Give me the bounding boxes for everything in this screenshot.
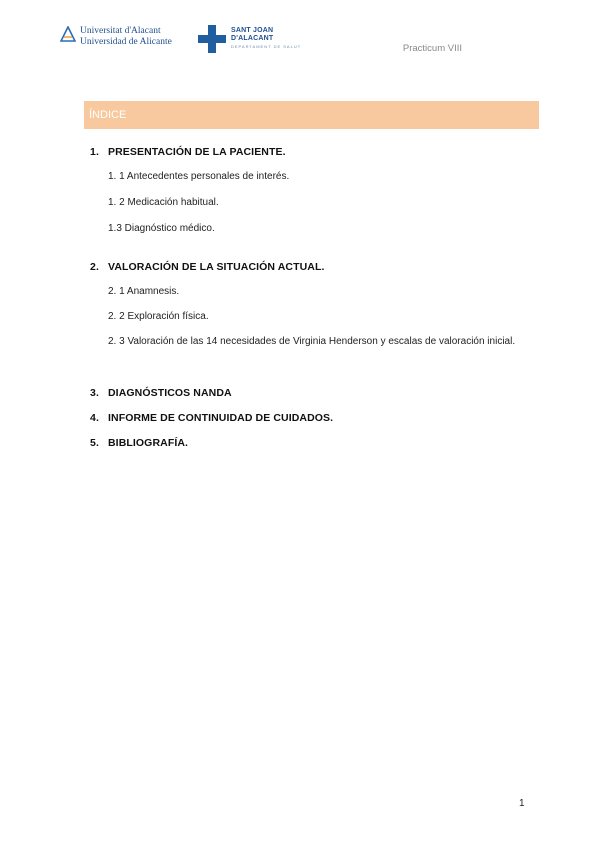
section-title: DIAGNÓSTICOS NANDA [108, 387, 232, 399]
sj-name-line2: D'ALACANT [231, 35, 274, 42]
section-title: BIBLIOGRAFÍA. [108, 437, 189, 449]
toc-item-1-2[interactable]: 1. 2 Medicación habitual. [108, 197, 219, 208]
index-heading-bar [84, 101, 539, 129]
section-2-heading[interactable] [90, 261, 325, 273]
section-title: PRESENTACIÓN DE LA PACIENTE. [108, 146, 286, 158]
sj-name-line1: SANT JOAN [231, 27, 274, 34]
medical-cross-icon [198, 25, 226, 53]
toc-item-2-1[interactable]: 2. 1 Anamnesis. [108, 286, 180, 297]
header-practicum-label: Practicum VIII [402, 43, 462, 54]
ua-emblem-icon [60, 26, 76, 42]
ua-name-spanish: Universidad de Alicante [80, 37, 172, 47]
toc-item-1-1[interactable]: 1. 1 Antecedentes personales de interés. [108, 171, 290, 182]
section-4-heading[interactable] [90, 412, 333, 424]
toc-item-1-3[interactable]: 1.3 Diagnóstico médico. [108, 223, 215, 234]
sant-joan-logo [198, 25, 301, 53]
section-number: 2. [90, 261, 99, 273]
section-number: 1. [90, 146, 99, 158]
section-number: 5. [90, 437, 99, 449]
section-number: 4. [90, 412, 99, 424]
section-1-heading[interactable] [90, 146, 286, 158]
section-title: VALORACIÓN DE LA SITUACIÓN ACTUAL. [108, 261, 325, 273]
universidad-alicante-logo [60, 26, 172, 48]
page-number: 1 [519, 798, 525, 809]
toc-item-2-3[interactable]: 2. 3 Valoración de las 14 necesidades de Virginia Henderson y escalas de valoración inicial. [108, 336, 516, 347]
section-5-heading[interactable] [90, 437, 188, 449]
section-3-heading[interactable] [90, 387, 232, 399]
ua-name-valencian: Universitat d'Alacant [80, 26, 161, 36]
toc-item-2-2[interactable]: 2. 2 Exploración física. [108, 311, 209, 322]
section-title: INFORME DE CONTINUIDAD DE CUIDADOS. [108, 412, 334, 424]
sj-department: DEPARTAMENT DE SALUT [231, 44, 302, 49]
section-number: 3. [90, 387, 99, 399]
index-title: ÍNDICE [89, 109, 127, 121]
